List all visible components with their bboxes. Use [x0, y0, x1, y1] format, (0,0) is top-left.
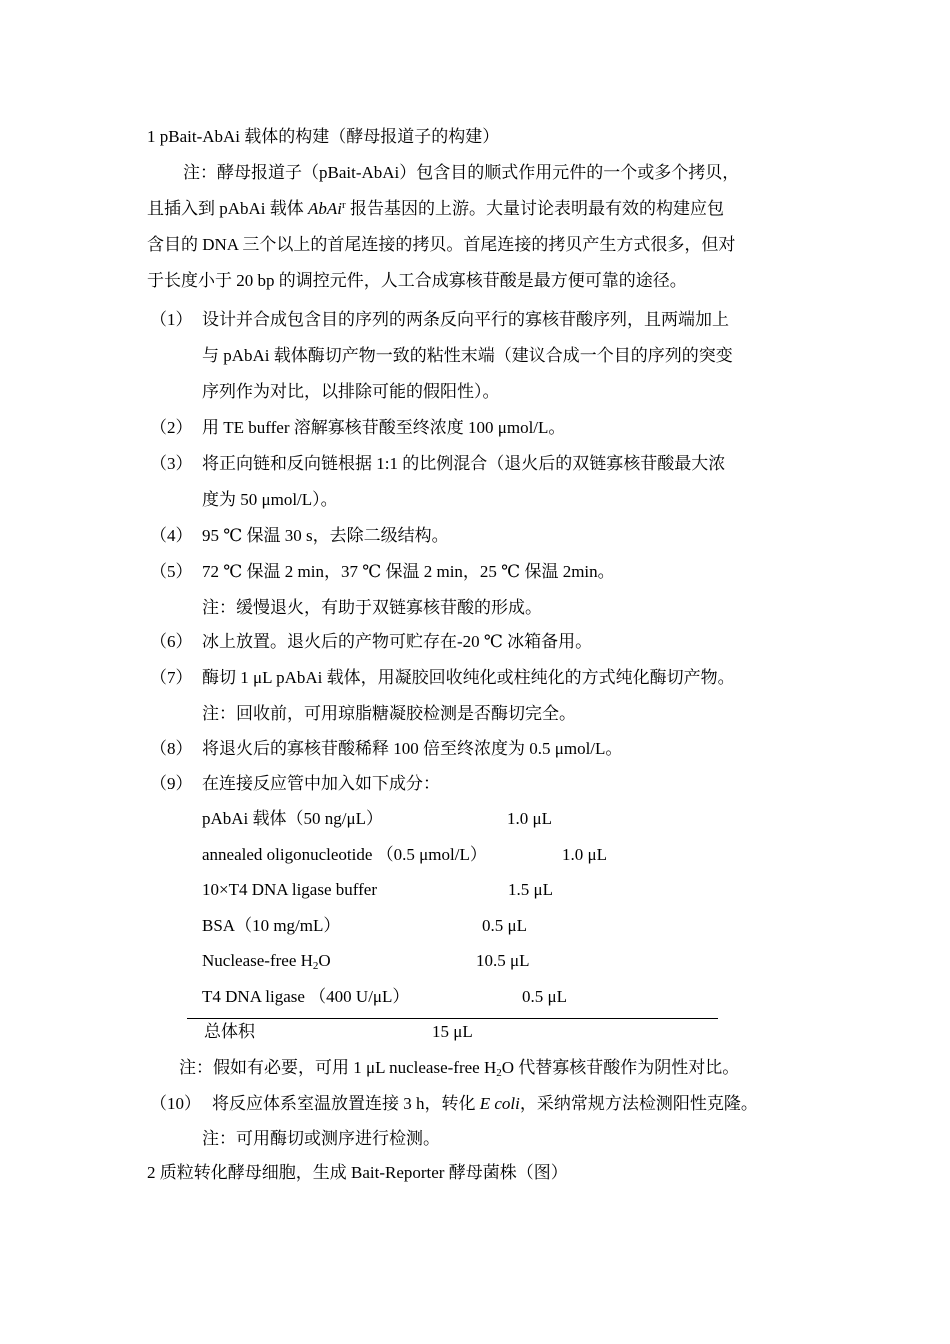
negative-control-note: 注：假如有必要，可用 1 μL nuclease-free $H_2O$ 代替寡核苷酸作为阴性对比。	[179, 1058, 740, 1079]
recipe-volume: 1.5 μL	[508, 880, 553, 899]
step-text: 在连接反应管中加入如下成分：	[202, 774, 440, 793]
step-number: （1）	[150, 310, 193, 329]
recipe-component: T4 DNA ligase （400 U/μL）	[202, 987, 410, 1006]
step-number: （3）	[150, 454, 193, 473]
recipe-volume: 1.0 μL	[562, 845, 607, 864]
step-number: （2）	[150, 418, 193, 437]
intro-line-2: 且插入到 pAbAi 载体 AbAi$^r$ 报告基因的上游。大量讨论表明最有效的构建应包	[147, 199, 724, 218]
step-text: 将退火后的寡核苷酸稀释 100 倍至终浓度为 0.5 μmol/L。	[202, 739, 623, 758]
organism-name-italic: E coli	[479, 1094, 520, 1113]
step-text: 将反应体系室温放置连接 3 h，转化 E coli，采纳常规方法检测阳性克隆。	[212, 1094, 758, 1113]
recipe-component: 10×T4 DNA ligase buffer	[202, 880, 377, 899]
step-number: （10）	[150, 1094, 201, 1113]
step-number: （9）	[150, 774, 193, 793]
recipe-volume: 10.5 μL	[476, 951, 530, 970]
step-text: 设计并合成包含目的序列的两条反向平行的寡核苷酸序列，且两端加上	[202, 310, 729, 329]
intro-line-4: 于长度小于 20 bp 的调控元件，人工合成寡核苷酸是最方便可靠的途径。	[147, 271, 687, 290]
recipe-component: BSA（10 mg/mL）	[202, 916, 341, 935]
heading-2: 2 质粒转化酵母细胞，生成 Bait-Reporter 酵母菌株（图）	[147, 1163, 568, 1182]
intro-line-3: 含目的 DNA 三个以上的首尾连接的拷贝。首尾连接的拷贝产生方式很多，但对	[147, 235, 736, 254]
recipe-component: Nuclease-free $H_2O$	[202, 951, 331, 972]
recipe-total-volume: 15 μL	[432, 1022, 473, 1041]
step-number: （5）	[150, 562, 193, 581]
recipe-volume: 1.0 μL	[507, 809, 552, 828]
recipe-volume: 0.5 μL	[482, 916, 527, 935]
recipe-component: pAbAi 载体（50 ng/μL）	[202, 809, 383, 828]
gene-name-italic: AbAi	[308, 199, 343, 218]
intro-line-1: 注：酵母报道子（pBait-AbAi）包含目的顺式作用元件的一个或多个拷贝，	[183, 163, 740, 182]
recipe-total-label: 总体积	[204, 1022, 255, 1041]
step-note: 注：缓慢退火，有助于双链寡核苷酸的形成。	[202, 598, 542, 617]
step-text: 序列作为对比，以排除可能的假阳性）。	[202, 382, 500, 401]
step-note: 注：可用酶切或测序进行检测。	[202, 1129, 440, 1148]
step-text: 95 ℃ 保温 30 s，去除二级结构。	[202, 526, 449, 545]
step-note: 注：回收前，可用琼脂糖凝胶检测是否酶切完全。	[202, 704, 576, 723]
step-text: 冰上放置。退火后的产物可贮存在-20 ℃ 冰箱备用。	[202, 632, 593, 651]
recipe-volume: 0.5 μL	[522, 987, 567, 1006]
step-text: 与 pAbAi 载体酶切产物一致的粘性末端（建议合成一个目的序列的突变	[202, 346, 733, 365]
step-text: 将正向链和反向链根据 1:1 的比例混合（退火后的双链寡核苷酸最大浓	[202, 454, 726, 473]
step-number: （4）	[150, 526, 193, 545]
heading-1: 1 pBait-AbAi 载体的构建（酵母报道子的构建）	[147, 127, 500, 146]
step-number: （7）	[150, 668, 193, 687]
step-number: （8）	[150, 739, 193, 758]
recipe-component: annealed oligonucleotide （0.5 μmol/L）	[202, 845, 487, 864]
step-text: 72 ℃ 保温 2 min，37 ℃ 保温 2 min，25 ℃ 保温 2min。	[202, 562, 615, 581]
step-text: 用 TE buffer 溶解寡核苷酸至终浓度 100 μmol/L。	[202, 418, 566, 437]
table-divider	[187, 1018, 718, 1019]
step-number: （6）	[150, 632, 193, 651]
step-text: 度为 50 μmol/L）。	[202, 490, 338, 509]
step-text: 酶切 1 μL pAbAi 载体，用凝胶回收纯化或柱纯化的方式纯化酶切产物。	[202, 668, 735, 687]
